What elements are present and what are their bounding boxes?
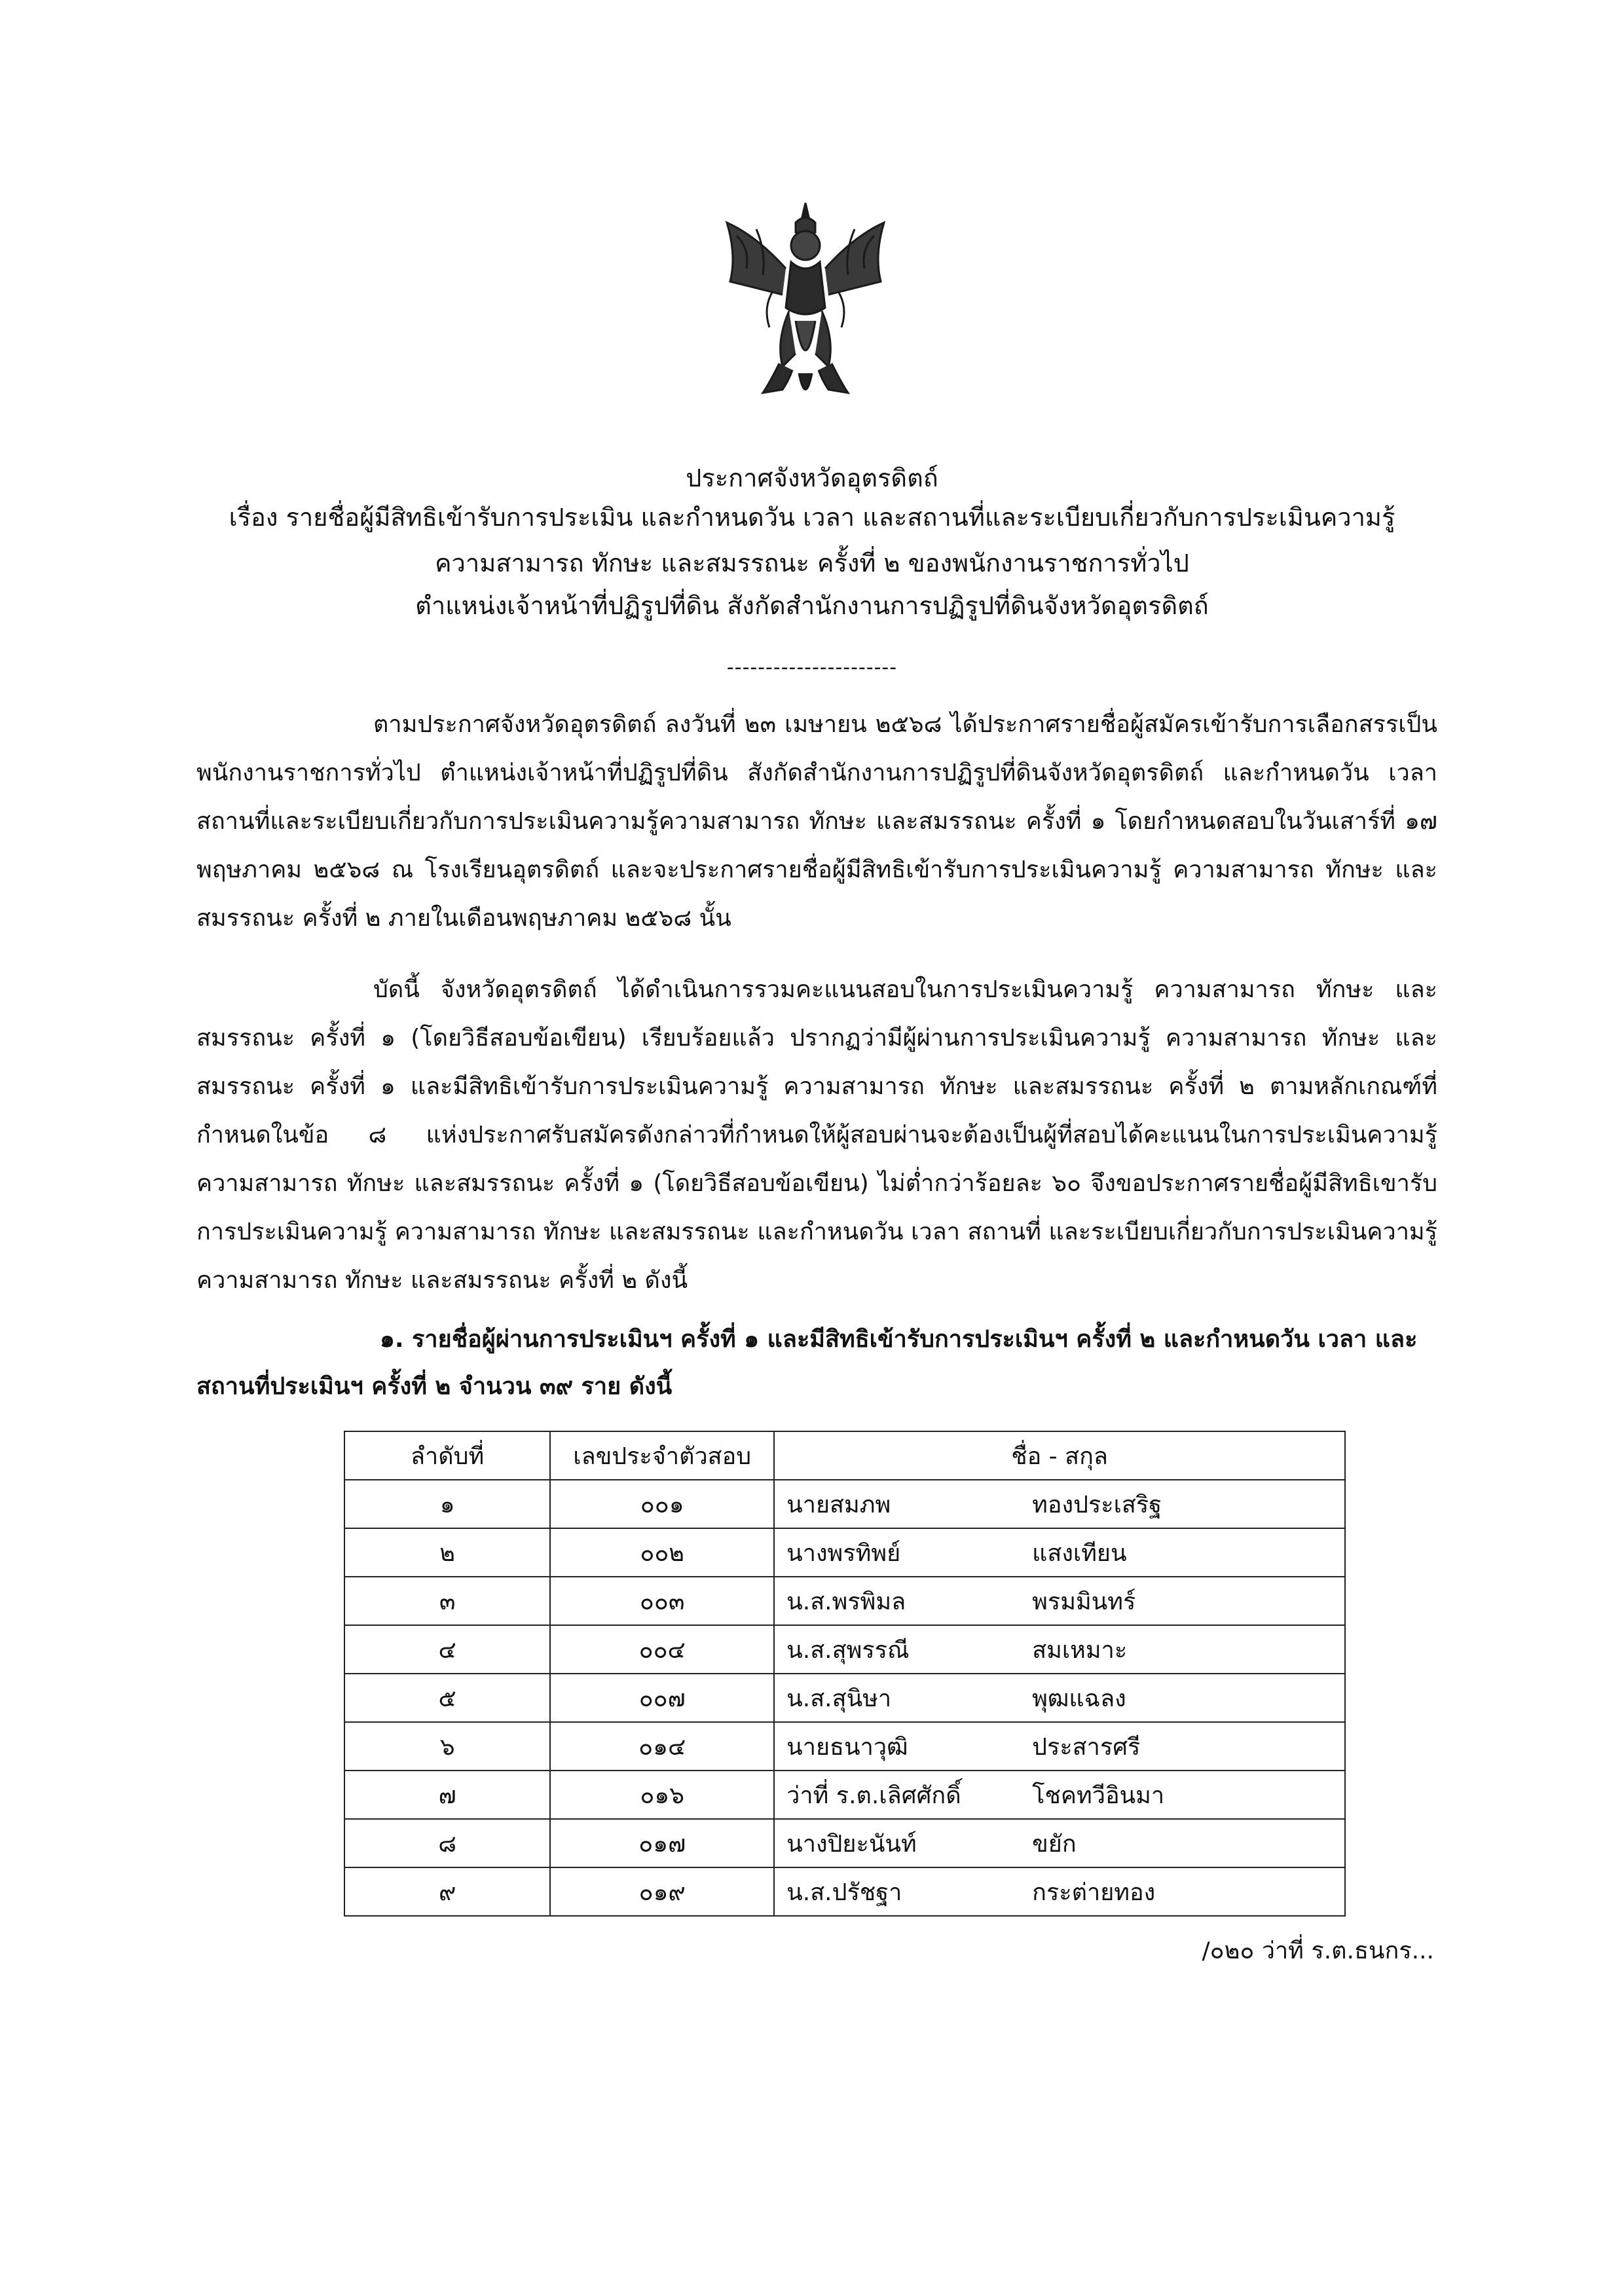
continued-on-next-page-note: /๐๒๐ ว่าที่ ร.ต.ธนกร... [1202, 1937, 1434, 1964]
row-first-name: นายธนาวุฒิ [786, 1733, 908, 1761]
paragraph-1-text: ตามประกาศจังหวัดอุตรดิตถ์ ลงวันที่ ๒๓ เมษายน ๒๕๖๘ ได้ประกาศรายชื่อผู้สมัครเข้ารับการเลือกสรรเป็นพนักงานราชการทั่วไป ตำแหน่งเจ้าหน้าที่ปฏิรูปที่ดิน สังกัดสำนักงานการปฏิรูปที่ดินจังหวัดอุตรดิตถ์ และกำหนดวัน เวลา สถานที่และระเบียบเกี่ยวกับการประเมินความรู้ความสามารถ ทักษะ และสมรรถนะ ครั้งที่ ๑ โดยกำหนดสอบในวันเสาร์ที่ ๑๗ พฤษภาคม ๒๕๖๘ ณ โรงเรียนอุตรดิตถ์ และจะประกาศรายชื่อผู้มีสิทธิเข้ารับการประเมินความรู้ ความสามารถ ทักษะ และสมรรถนะ ครั้งที่ ๒ ภายในเดือนพฤษภาคม ๒๕๖๘ นั้น [196, 711, 1437, 932]
announcement-title: ประกาศจังหวัดอุตรดิตถ์ [686, 464, 938, 492]
paragraph-2-text: บัดนี้ จังหวัดอุตรดิตถ์ ได้ดำเนินการรวมคะแนนสอบในการประเมินความรู้ ความสามารถ ทักษะ และสมรรถนะ ครั้งที่ ๑ (โดยวิธีสอบข้อเขียน) เรียบร้อยแล้ว ปรากฏว่ามีผู้ผ่านการประเมินความรู้ ความสามารถ ทักษะ และสมรรถนะ ครั้งที่ ๑ และมีสิทธิเข้ารับการประเมินความรู้ ความสามารถ ทักษะ และสมรรถนะ ครั้งที่ ๒ ตามหลักเกณฑ์ที่กำหนดในข้อ ๘ แห่งประกาศรับสมัครดังกล่าวที่กำหนดให้ผู้สอบผ่านจะต้องเป็นผู้ที่สอบได้คะแนนในการประเมินความรู้ ความสามารถ ทักษะ และสมรรถนะ ครั้งที่ ๑ (โดยวิธีสอบข้อเขียน) ไม่ต่ำกว่าร้อยละ ๖๐ จึงขอประกาศรายชื่อผู้มีสิทธิเขารับการประเมินความรู้ ความสามารถ ทักษะ และสมรรถนะ และกำหนดวัน เวลา สถานที่ และระเบียบเกี่ยวกับการประเมินความรู้ ความสามารถ ทักษะ และสมรรถนะ ครั้งที่ ๒ ดังนี้ [196, 976, 1437, 1294]
row-first-name: ว่าที่ ร.ต.เลิศศักดิ์ [786, 1782, 961, 1809]
row-name [774, 1867, 1345, 1916]
row-order: ๙ [344, 1867, 550, 1916]
paragraph-2 [196, 966, 1437, 1305]
row-name [774, 1674, 1345, 1722]
row-name [774, 1480, 1345, 1528]
header-full-name: ชื่อ - สกุล [774, 1431, 1345, 1480]
table-row [344, 1625, 1345, 1674]
subject-line-3: ตำแหน่งเจ้าหน้าที่ปฏิรูปที่ดิน สังกัดสำนักงานการปฏิรูปที่ดินจังหวัดอุตรดิตถ์ [415, 591, 1209, 620]
section-1-title: ๑. รายชื่อผู้ผ่านการประเมินฯ ครั้งที่ ๑ และมีสิทธิเข้ารับการประเมินฯ ครั้งที่ ๒ และกำหนดวัน เวลา และสถานที่ประเมินฯ ครั้งที่ ๒ จำนวน ๓๙ ราย ดังนี้ [196, 1326, 1418, 1400]
row-last-name: ขยัก [1032, 1830, 1077, 1858]
table-row [344, 1577, 1345, 1625]
paragraph-1 [196, 701, 1437, 943]
header-exam-id: เลขประจำตัวสอบ [550, 1431, 774, 1480]
row-first-name: น.ส.สุนิษา [786, 1685, 892, 1712]
row-name [774, 1528, 1345, 1577]
row-last-name: พุฒแฉลง [1032, 1685, 1126, 1712]
row-last-name: สมเหมาะ [1032, 1636, 1128, 1664]
row-exam-id: ๐๐๑ [550, 1480, 774, 1528]
row-first-name: นางปิยะนันท์ [786, 1830, 917, 1858]
row-name [774, 1771, 1345, 1819]
row-first-name: นายสมภพ [786, 1491, 891, 1518]
row-order: ๓ [344, 1577, 550, 1625]
candidate-table [344, 1431, 1346, 1917]
row-last-name: โชคทวีอินมา [1032, 1782, 1165, 1809]
row-order: ๔ [344, 1625, 550, 1674]
row-first-name: น.ส.ปรัชฐา [786, 1879, 902, 1906]
table-row [344, 1528, 1345, 1577]
row-last-name: แสงเทียน [1032, 1539, 1127, 1567]
row-order: ๒ [344, 1528, 550, 1577]
table-row [344, 1771, 1345, 1819]
row-exam-id: ๐๑๖ [550, 1771, 774, 1819]
row-order: ๘ [344, 1819, 550, 1867]
row-last-name: ทองประเสริฐ [1032, 1491, 1162, 1518]
subject-line-1: เรื่อง รายชื่อผู้มีสิทธิเข้ารับการประเมิน และกำหนดวัน เวลา และสถานที่และระเบียบเกี่ยวกับการประเมินความรู้ [229, 503, 1395, 532]
row-exam-id: ๐๐๗ [550, 1674, 774, 1722]
row-order: ๕ [344, 1674, 550, 1722]
header-order: ลำดับที่ [344, 1431, 550, 1480]
table-row [344, 1480, 1345, 1528]
row-first-name: นางพรทิพย์ [786, 1539, 901, 1567]
row-order: ๑ [344, 1480, 550, 1528]
row-last-name: พรมมินทร์ [1032, 1588, 1136, 1615]
row-name [774, 1577, 1345, 1625]
garuda-emblem-icon [717, 196, 894, 413]
row-exam-id: ๐๐๔ [550, 1625, 774, 1674]
row-exam-id: ๐๑๗ [550, 1819, 774, 1867]
row-name [774, 1625, 1345, 1674]
row-name [774, 1722, 1345, 1771]
row-last-name: กระต่ายทอง [1032, 1879, 1156, 1906]
row-order: ๖ [344, 1722, 550, 1771]
row-exam-id: ๐๐๓ [550, 1577, 774, 1625]
table-row [344, 1867, 1345, 1916]
row-name [774, 1819, 1345, 1867]
row-first-name: น.ส.พรพิมล [786, 1588, 906, 1615]
table-row [344, 1819, 1345, 1867]
separator-rule: ---------------------- [726, 656, 898, 679]
row-exam-id: ๐๑๙ [550, 1867, 774, 1916]
table-row [344, 1722, 1345, 1771]
row-first-name: น.ส.สุพรรณี [786, 1636, 910, 1664]
table-header-row [344, 1431, 1345, 1480]
row-exam-id: ๐๐๒ [550, 1528, 774, 1577]
row-order: ๗ [344, 1771, 550, 1819]
table-row [344, 1674, 1345, 1722]
row-exam-id: ๐๑๔ [550, 1722, 774, 1771]
subject-line-2: ความสามารถ ทักษะ และสมรรถนะ ครั้งที่ ๒ ของพนักงานราชการทั่วไป [435, 549, 1189, 578]
row-last-name: ประสารศรี [1032, 1733, 1141, 1761]
